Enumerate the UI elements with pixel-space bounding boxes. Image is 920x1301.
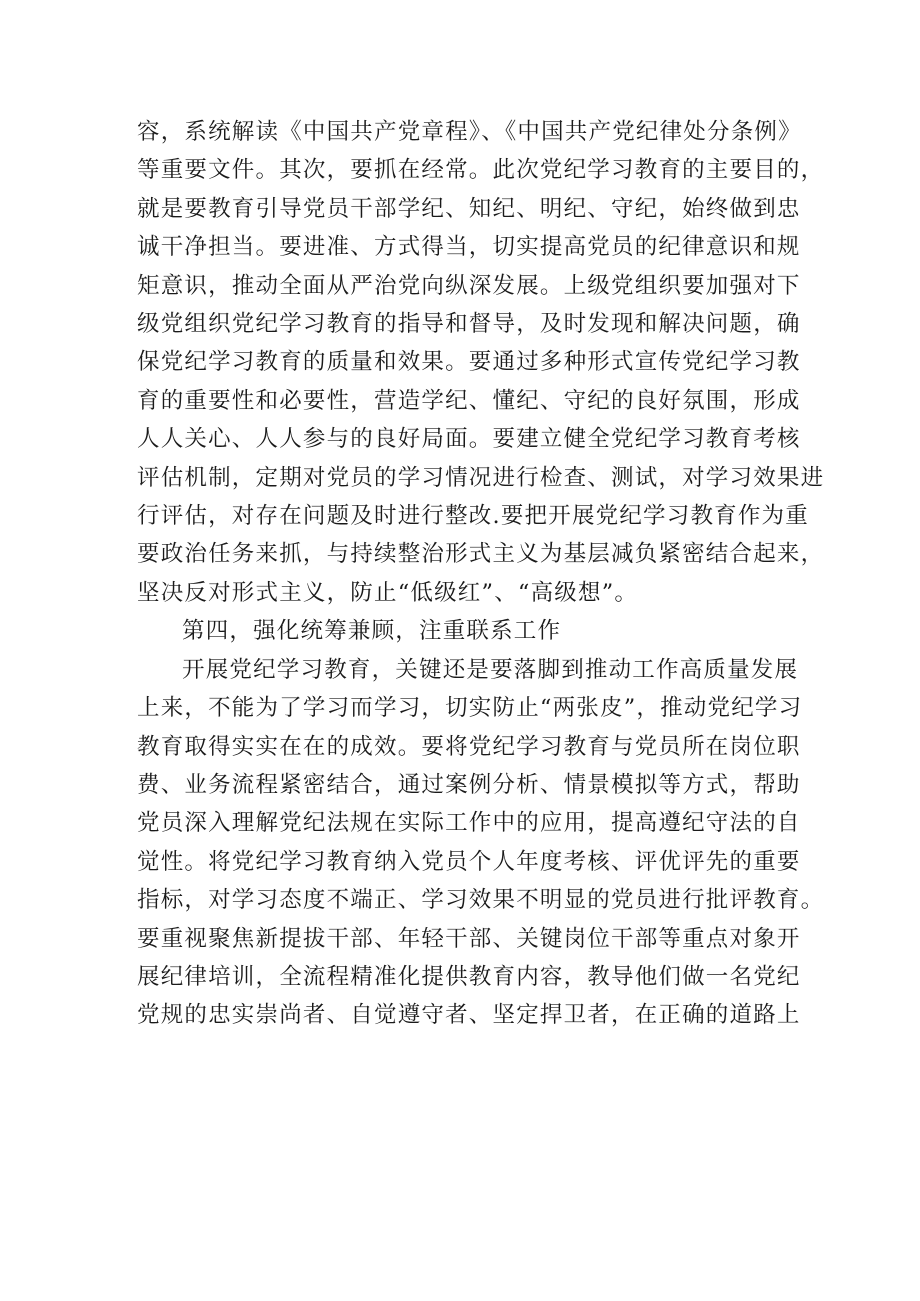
body-line: 要重视聚焦新提拔干部、年轻干部、关键岗位干部等重点对象开: [137, 925, 801, 952]
document-body: [137, 113, 825, 1035]
body-line: 要政治任务来抓，与持续整治形式主义为基层减负紧密结合起来，: [137, 541, 825, 568]
body-line: 容，系统解读《中国共产党章程》、《中国共产党纪律处分条例》: [137, 119, 802, 145]
body-line: 等重要文件。其次，要抓在经常。此次党纪学习教育的主要目的，: [137, 157, 825, 184]
body-line: 费、业务流程紧密结合，通过案例分析、情景模拟等方式，帮助: [137, 771, 801, 798]
body-line: 人人关心、人人参与的良好局面。要建立健全党纪学习教育考核: [137, 426, 801, 453]
body-line: 保党纪学习教育的质量和效果。要通过多种形式宣传党纪学习教: [137, 349, 801, 376]
body-line: 教育取得实实在在的成效。要将党纪学习教育与党员所在岗位职: [137, 733, 801, 760]
body-line: 指标，对学习态度不端正、学习效果不明显的党员进行批评教育。: [137, 887, 825, 914]
body-line: 就是要教育引导党员干部学纪、知纪、明纪、守纪，始终做到忠: [137, 195, 801, 222]
body-line: 诚干净担当。要进准、方式得当，切实提高党员的纪律意识和规: [137, 234, 801, 261]
section-heading: 第四，强化统筹兼顾，注重联系工作: [182, 618, 562, 645]
body-line: 党规的忠实崇尚者、自觉遵守者、坚定捍卫者，在正确的道路上: [137, 1002, 801, 1029]
body-line: 行评估，对存在问题及时进行整改.要把开展党纪学习教育作为重: [137, 503, 809, 530]
body-line: 党员深入理解党纪法规在实际工作中的应用，提高遵纪守法的自: [137, 810, 801, 837]
body-line: 展纪律培训，全流程精准化提供教育内容，教导他们做一名党纪: [137, 963, 801, 990]
body-line: 上来，不能为了学习而学习，切实防止“两张皮”，推动党纪学习: [137, 695, 803, 722]
body-line: 矩意识，推动全面从严治党向纵深发展。上级党组织要加强对下: [137, 272, 801, 299]
body-line: 开展党纪学习教育，关键还是要落脚到推动工作高质量发展: [182, 656, 799, 683]
body-line: 觉性。将党纪学习教育纳入党员个人年度考核、评优评先的重要: [137, 848, 801, 875]
body-line: 级党组织党纪学习教育的指导和督导，及时发现和解决问题，确: [137, 311, 801, 338]
body-line: 育的重要性和必要性，营造学纪、懂纪、守纪的良好氛围，形成: [137, 387, 801, 414]
body-line: 坚决反对形式主义，防止“低级红”、“高级想”。: [137, 579, 639, 606]
body-line: 评估机制，定期对党员的学习情况进行检查、测试，对学习效果进: [137, 464, 825, 491]
